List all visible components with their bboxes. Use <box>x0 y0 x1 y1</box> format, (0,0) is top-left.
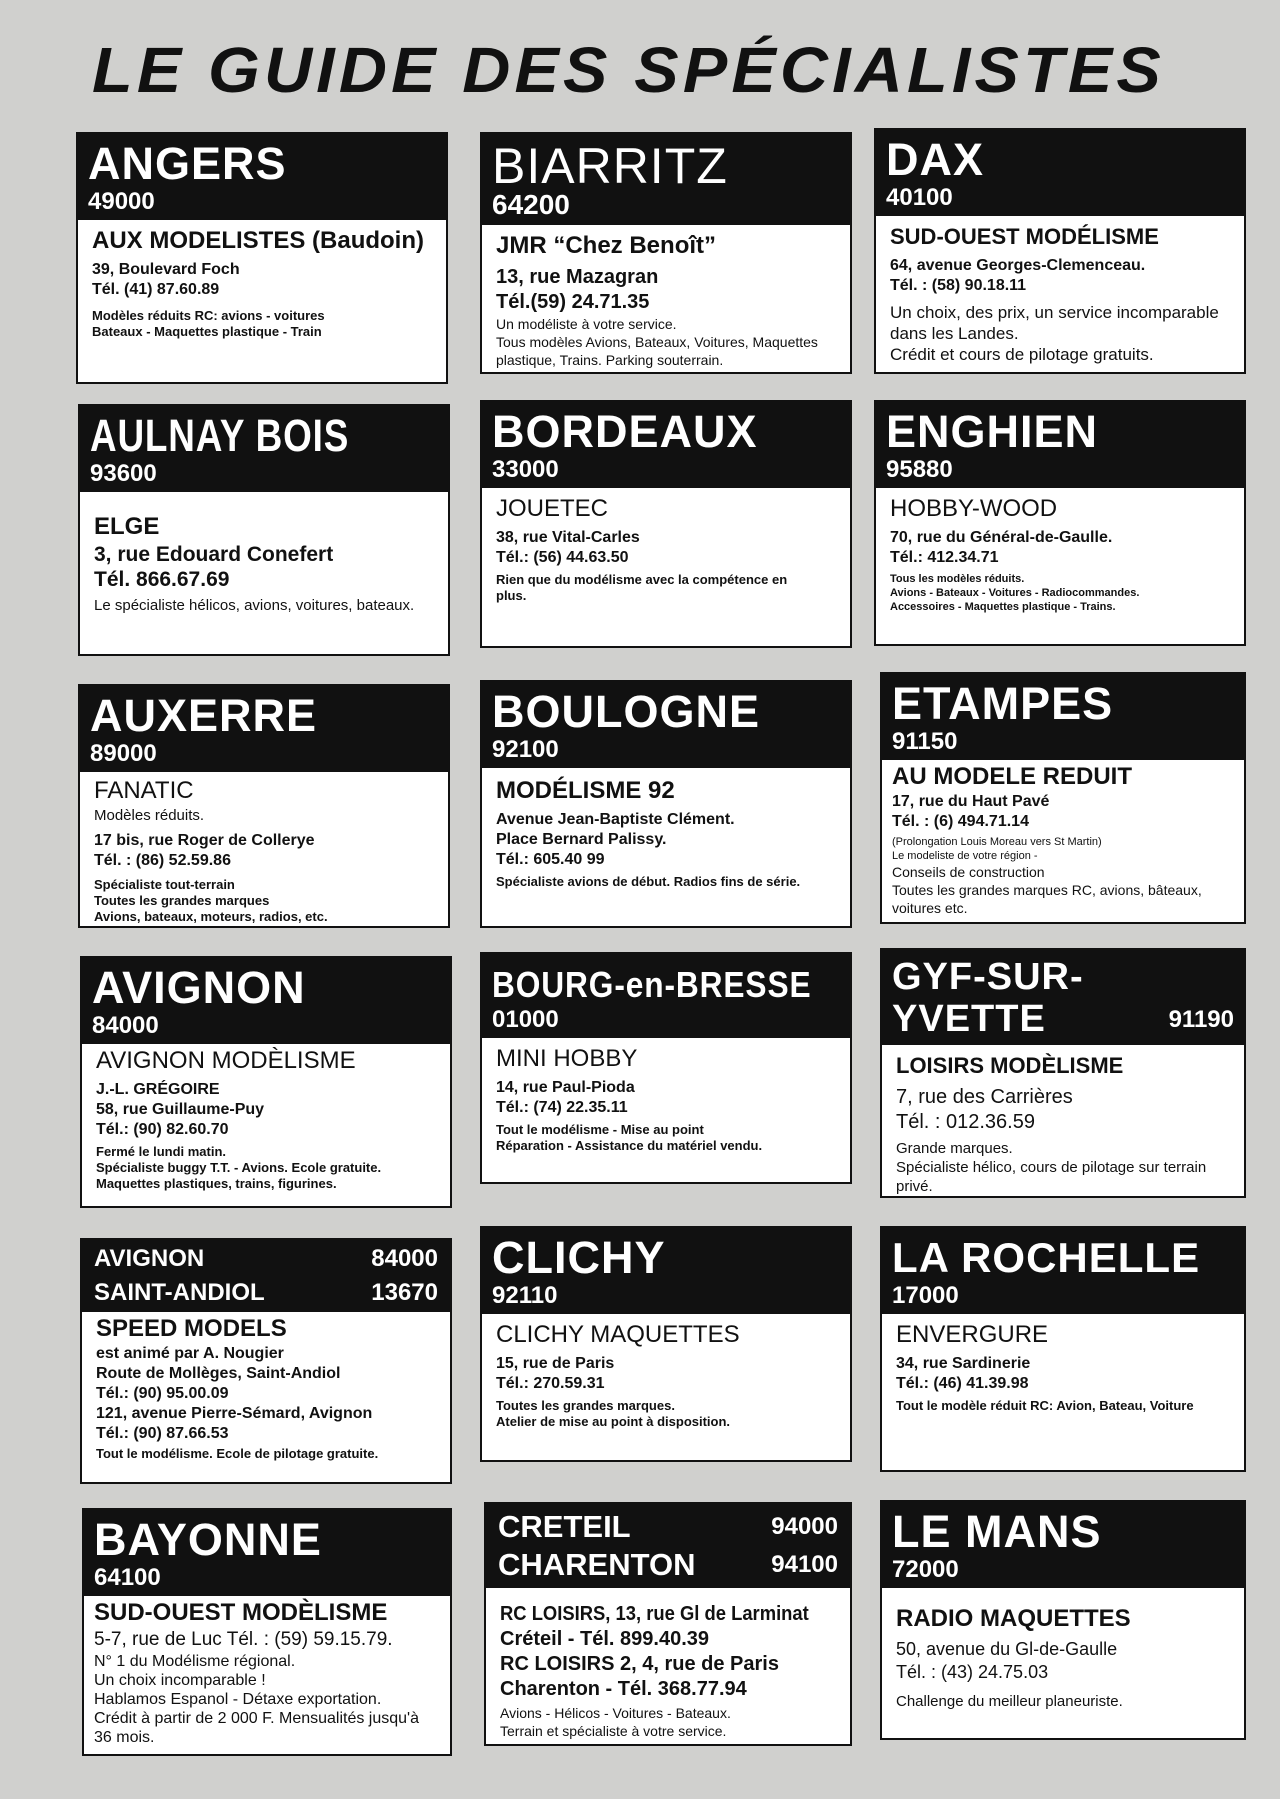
card-clichy <box>480 1226 852 1462</box>
description: Tout le modélisme. Ecole de pilotage gratuite. <box>96 1446 379 1461</box>
description: Accessoires - Maquettes plastique - Trains. <box>890 601 1116 613</box>
contact-name: J.-L. GRÉGOIRE <box>96 1081 220 1098</box>
postal-code: 64100 <box>94 1564 161 1591</box>
phone: Tél. (41) 87.60.89 <box>92 281 220 298</box>
description: voitures etc. <box>892 900 968 916</box>
card-gyf-sur-yvette <box>880 948 1246 1198</box>
card-header <box>80 406 448 492</box>
card-biarritz <box>480 132 852 374</box>
description: est animé par A. Nougier <box>96 1345 284 1362</box>
description: plus. <box>496 588 527 603</box>
city-zip-row <box>94 1242 438 1276</box>
card-boulogne <box>480 680 852 928</box>
shop-name: JOUETEC <box>496 495 609 522</box>
description: Toutes les grandes marques. <box>496 1398 675 1413</box>
address: 38, rue Vital-Carles <box>496 529 640 546</box>
phone: Tél.: (46) 41.39.98 <box>896 1375 1029 1392</box>
shop-name: JMR “Chez Benoît” <box>496 232 717 259</box>
description: Un choix, des prix, un service incomparable <box>890 303 1219 322</box>
description: Avions - Hélicos - Voitures - Bateaux. <box>500 1705 731 1721</box>
postal-code: 91190 <box>1168 1005 1234 1033</box>
description: 36 mois. <box>94 1729 155 1746</box>
description: Tous les modèles réduits. <box>890 573 1025 585</box>
shop-name: MINI HOBBY <box>496 1045 638 1072</box>
card-auxerre <box>78 684 450 928</box>
description: Spécialiste hélico, cours de pilotage sur terrain <box>896 1159 1207 1176</box>
description: Hablamos Espanol - Détaxe exportation. <box>94 1691 382 1708</box>
phone: Tél. 866.67.69 <box>94 568 230 591</box>
address: 5-7, rue de Luc Tél. : (59) 59.15.79. <box>94 1629 393 1650</box>
page-title: LE GUIDE DES SPÉCIALISTES <box>92 34 1165 106</box>
postal-code: 89000 <box>90 740 157 767</box>
postal-code: 72000 <box>892 1556 959 1583</box>
city-zip-row <box>892 998 1234 1040</box>
postal-code: 95880 <box>886 456 953 483</box>
card-enghien <box>874 400 1246 646</box>
description: Le spécialiste hélicos, avions, voitures, bateaux. <box>94 597 415 614</box>
phone: Tél.: (74) 22.35.11 <box>496 1099 628 1116</box>
card-header <box>882 1228 1244 1314</box>
shop-name: CLICHY MAQUETTES <box>496 1321 740 1348</box>
description: Maquettes plastiques, trains, figurines. <box>96 1176 337 1191</box>
description: Atelier de mise au point à disposition. <box>496 1414 731 1429</box>
description: Un modéliste à votre service. <box>496 316 677 332</box>
postal-code: 49000 <box>88 188 155 215</box>
postal-code: 91150 <box>892 728 958 755</box>
postal-code: 93600 <box>90 460 157 487</box>
phone: Tél. : (58) 90.18.11 <box>890 277 1027 294</box>
card-header <box>876 130 1244 216</box>
address: 17, rue du Haut Pavé <box>892 793 1050 810</box>
card-header <box>80 686 448 772</box>
phone: Tél.: 270.59.31 <box>496 1375 605 1392</box>
postal-code: 17000 <box>892 1282 959 1309</box>
city-name: BORDEAUX <box>492 406 758 457</box>
phone: Tél. : (6) 494.71.14 <box>892 813 1029 830</box>
city-name: GYF-SUR- <box>892 956 1084 998</box>
shop-name: ENVERGURE <box>896 1321 1049 1348</box>
card-avignon <box>80 956 452 1208</box>
card-header <box>84 1510 450 1596</box>
address: Avenue Jean-Baptiste Clément. <box>496 811 735 828</box>
description: N° 1 du Modélisme régional. <box>94 1653 296 1670</box>
address: 14, rue Paul-Pioda <box>496 1079 635 1096</box>
address: Place Bernard Palissy. <box>496 831 667 848</box>
description: plastique, Trains. Parking souterrain. <box>496 352 724 368</box>
description: Bateaux - Maquettes plastique - Train <box>92 324 322 339</box>
description: Terrain et spécialiste à votre service. <box>500 1723 727 1739</box>
city-name: CRETEIL <box>498 1509 631 1544</box>
shop-name: AUX MODELISTES (Baudoin) <box>92 227 424 254</box>
city-name: SAINT-ANDIOL <box>94 1279 265 1306</box>
city-name: YVETTE <box>892 998 1046 1040</box>
shop-name: LOISIRS MODÈLISME <box>896 1053 1124 1078</box>
city-name: CLICHY <box>492 1232 666 1283</box>
postal-code: 33000 <box>492 456 559 483</box>
phone: Tél. : (43) 24.75.03 <box>896 1662 1049 1682</box>
city-name: AULNAY BOIS <box>90 410 350 461</box>
city-zip-row <box>498 1508 838 1546</box>
address: 7, rue des Carrières <box>896 1086 1073 1108</box>
address: Route de Mollèges, Saint-Andiol <box>96 1365 341 1382</box>
card-header <box>882 674 1244 760</box>
city-name: ENGHIEN <box>886 406 1099 457</box>
address: 70, rue du Général-de-Gaulle. <box>890 529 1113 546</box>
phone: Charenton - Tél. 368.77.94 <box>500 1678 747 1700</box>
city-name: BIARRITZ <box>492 138 728 194</box>
phone: Tél. : 012.36.59 <box>896 1111 1035 1133</box>
postal-code: 01000 <box>492 1006 559 1033</box>
description: Modèles réduits. <box>94 807 205 824</box>
postal-code: 13670 <box>371 1279 438 1306</box>
card-le-mans <box>880 1500 1246 1740</box>
card-etampes <box>880 672 1246 924</box>
phone: Créteil - Tél. 899.40.39 <box>500 1628 710 1650</box>
city-name: AVIGNON <box>92 962 306 1013</box>
card-dax <box>874 128 1246 374</box>
card-speed-models <box>80 1238 452 1484</box>
card-header <box>482 1228 850 1314</box>
description: Grande marques. <box>896 1140 1013 1157</box>
card-header <box>486 1504 850 1588</box>
description: Modèles réduits RC: avions - voitures <box>92 308 325 323</box>
postal-code: 84000 <box>371 1245 438 1272</box>
city-name: AVIGNON <box>94 1245 205 1272</box>
address: 34, rue Sardinerie <box>896 1355 1031 1372</box>
postal-code: 64200 <box>492 189 570 220</box>
address: 50, avenue du Gl-de-Gaulle <box>896 1639 1118 1659</box>
postal-code: 92100 <box>492 736 559 763</box>
city-name: LE MANS <box>892 1506 1102 1557</box>
postal-code: 40100 <box>886 184 953 211</box>
description: Spécialiste buggy T.T. - Avions. Ecole gratuite. <box>96 1160 382 1175</box>
shop-name: SUD-OUEST MODÈLISME <box>94 1599 388 1626</box>
shop-name: SUD-OUEST MODÉLISME <box>890 224 1159 249</box>
city-name: AUXERRE <box>90 690 318 741</box>
shop-name: RADIO MAQUETTES <box>896 1605 1131 1632</box>
card-header <box>78 134 446 220</box>
shop-name: HOBBY-WOOD <box>890 495 1058 522</box>
address: 13, rue Mazagran <box>496 266 659 288</box>
description: Challenge du meilleur planeuriste. <box>896 1693 1123 1710</box>
postal-code: 94000 <box>771 1513 838 1540</box>
city-name: CHARENTON <box>498 1547 696 1582</box>
address: RC LOISIRS 2, 4, rue de Paris <box>500 1653 779 1675</box>
card-creteil-charenton <box>484 1502 852 1746</box>
description: Rien que du modélisme avec la compétence en <box>496 572 788 587</box>
address: 17 bis, rue Roger de Collerye <box>94 832 315 849</box>
description: Avions - Bateaux - Voitures - Radiocommandes. <box>890 587 1140 599</box>
address: 64, avenue Georges-Clemenceau. <box>890 257 1146 274</box>
postal-code: 84000 <box>92 1012 159 1039</box>
card-header <box>882 1502 1244 1588</box>
description: Crédit et cours de pilotage gratuits. <box>890 345 1154 364</box>
city-name: BAYONNE <box>94 1514 322 1565</box>
phone: Tél.: (56) 44.63.50 <box>496 549 629 566</box>
postal-code: 94100 <box>771 1551 838 1578</box>
shop-name: MODÉLISME 92 <box>496 777 675 804</box>
description: Crédit à partir de 2 000 F. Mensualités jusqu'à <box>94 1710 420 1727</box>
card-bourg-en-bresse <box>480 952 852 1184</box>
description: Tout le modèle réduit RC: Avion, Bateau, Voiture <box>896 1398 1194 1413</box>
postal-code: 92110 <box>492 1282 558 1309</box>
description: privé. <box>896 1178 933 1195</box>
card-header <box>82 1240 450 1312</box>
address: 3, rue Edouard Conefert <box>94 543 334 566</box>
phone: Tél.: (90) 82.60.70 <box>96 1121 229 1138</box>
shop-name: ELGE <box>94 513 160 540</box>
card-bordeaux <box>480 400 852 648</box>
card-aulnay-bois <box>78 404 450 656</box>
address: 15, rue de Paris <box>496 1355 615 1372</box>
description: Spécialiste avions de début. Radios fins de série. <box>496 874 801 889</box>
description: Tout le modélisme - Mise au point <box>496 1122 704 1137</box>
card-angers <box>76 132 448 384</box>
address: 58, rue Guillaume-Puy <box>96 1101 265 1118</box>
city-name: BOURG-en-BRESSE <box>492 964 812 1005</box>
address: 121, avenue Pierre-Sémard, Avignon <box>96 1405 373 1422</box>
description: Toutes les grandes marques RC, avions, bâteaux, <box>892 882 1202 898</box>
card-header <box>482 402 850 488</box>
description: Le modeliste de votre région - <box>892 850 1038 862</box>
city-name: DAX <box>886 134 985 185</box>
card-header <box>482 954 850 1038</box>
shop-name: FANATIC <box>94 777 194 804</box>
shop-name: AVIGNON MODÈLISME <box>96 1047 356 1074</box>
address: 39, Boulevard Foch <box>92 261 240 278</box>
description: Fermé le lundi matin. <box>96 1144 227 1159</box>
city-name: LA ROCHELLE <box>892 1234 1201 1281</box>
phone: Tél.: (90) 95.00.09 <box>96 1385 229 1402</box>
phone: Tél.(59) 24.71.35 <box>496 291 650 313</box>
city-name: ETAMPES <box>892 678 1114 729</box>
phone: Tél. : (86) 52.59.86 <box>94 852 231 869</box>
city-zip-row <box>94 1276 438 1310</box>
phone: Tél.: 412.34.71 <box>890 549 999 566</box>
card-header <box>482 134 850 225</box>
city-zip-row <box>498 1546 838 1584</box>
description: Avions, bateaux, moteurs, radios, etc. <box>94 909 328 924</box>
phone: Tél.: (90) 87.66.53 <box>96 1425 229 1442</box>
city-name: BOULOGNE <box>492 686 761 737</box>
description: dans les Landes. <box>890 324 1019 343</box>
card-header <box>882 950 1244 1045</box>
address: RC LOISIRS, 13, rue Gl de Larminat <box>500 1603 809 1625</box>
description: Un choix incomparable ! <box>94 1672 266 1689</box>
description: Tous modèles Avions, Bateaux, Voitures, Maquettes <box>496 334 818 350</box>
card-la-rochelle <box>880 1226 1246 1472</box>
shop-name: AU MODELE REDUIT <box>892 763 1132 790</box>
description: Réparation - Assistance du matériel vendu. <box>496 1138 763 1153</box>
description: (Prolongation Louis Moreau vers St Martin) <box>892 836 1102 848</box>
description: Conseils de construction <box>892 864 1045 880</box>
phone: Tél.: 605.40 99 <box>496 851 605 868</box>
city-name: ANGERS <box>88 138 287 189</box>
card-header <box>876 402 1244 488</box>
description: Toutes les grandes marques <box>94 893 270 908</box>
description: Spécialiste tout-terrain <box>94 877 235 892</box>
card-header <box>482 682 850 768</box>
card-header <box>82 958 450 1044</box>
shop-name: SPEED MODELS <box>96 1315 287 1342</box>
card-bayonne <box>82 1508 452 1756</box>
